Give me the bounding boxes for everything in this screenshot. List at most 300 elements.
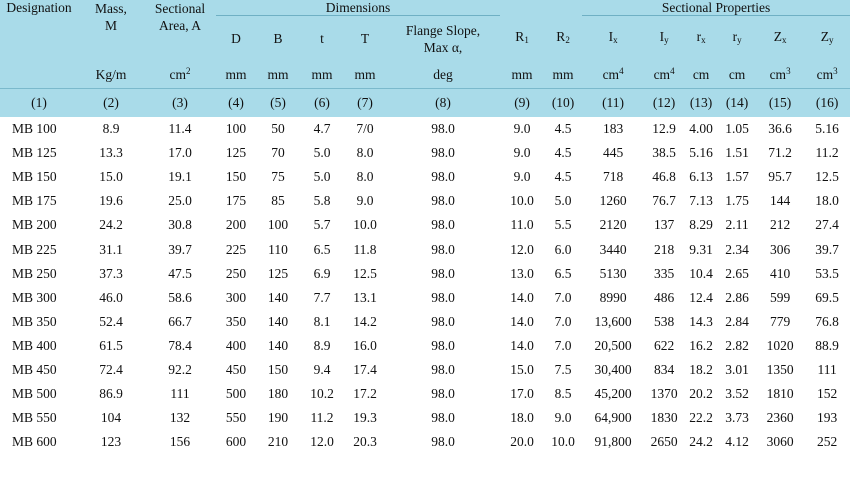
table-cell: 14.3	[689, 313, 713, 329]
area-header-line2: Area, A	[159, 18, 201, 33]
table-cell: 2360	[766, 410, 794, 426]
table-cell: 5130	[599, 265, 627, 281]
table-cell: 12.9	[652, 121, 676, 137]
table-cell: 1.51	[725, 145, 749, 161]
b-unit: mm	[256, 61, 300, 89]
table-cell: 11.8	[353, 241, 377, 257]
table-cell: 2.82	[725, 337, 749, 353]
table-cell: 7.0	[554, 313, 572, 329]
tt-header: T	[344, 16, 386, 62]
table-cell: 76.7	[652, 193, 676, 209]
table-cell: 111	[170, 386, 190, 402]
r2-header	[544, 16, 582, 62]
ry-sub: y	[737, 35, 742, 45]
table-cell: 400	[225, 337, 247, 353]
table-cell: 4.5	[554, 169, 572, 185]
table-cell: 10.2	[310, 386, 334, 402]
r2-sub: 2	[565, 34, 570, 45]
table-cell: 46.8	[652, 169, 676, 185]
table-cell: 600	[225, 434, 247, 450]
table-cell: 11.2	[310, 410, 334, 426]
table-cell: 98.0	[431, 145, 455, 161]
d-header: D	[216, 16, 256, 62]
column-number: (12)	[644, 89, 684, 118]
table-cell: 300	[225, 289, 247, 305]
table-cell: 2.86	[725, 289, 749, 305]
table-cell: 14.0	[510, 289, 534, 305]
ix-unit-exp: 4	[619, 66, 624, 76]
table-cell: 61.5	[99, 337, 123, 353]
column-number: (11)	[582, 89, 644, 118]
table-row	[0, 213, 850, 237]
table-cell: 75	[271, 169, 285, 185]
ry-unit: cm	[718, 61, 756, 89]
table-cell: 538	[653, 313, 675, 329]
designation-cell: MB 100	[12, 121, 57, 137]
column-number: (4)	[216, 89, 256, 118]
column-number: (9)	[500, 89, 544, 118]
b-header: B	[256, 16, 300, 62]
table-cell: 550	[225, 410, 247, 426]
mass-header	[78, 0, 144, 61]
table-cell: 10.0	[510, 193, 534, 209]
table-cell: 9.0	[513, 145, 531, 161]
table-cell: 12.5	[815, 169, 839, 185]
table-cell: 8.5	[554, 386, 572, 402]
iy-unit	[644, 61, 684, 89]
table-cell: 193	[816, 410, 838, 426]
table-cell: 140	[267, 289, 289, 305]
zy-unit	[804, 61, 850, 89]
table-cell: 13.3	[99, 145, 123, 161]
table-cell: 125	[225, 145, 247, 161]
area-unit	[144, 61, 216, 89]
ix-sub: x	[613, 35, 618, 45]
t-header: t	[300, 16, 344, 62]
designation-cell: MB 600	[12, 434, 57, 450]
table-cell: 5.0	[554, 193, 572, 209]
r2-base: R	[556, 28, 566, 44]
table-cell: 210	[267, 434, 289, 450]
table-cell: 8990	[599, 289, 627, 305]
table-cell: 150	[267, 361, 289, 377]
table-cell: 3440	[599, 241, 627, 257]
r2-unit: mm	[544, 61, 582, 89]
table-cell: 25.0	[168, 193, 192, 209]
table-cell: 1020	[766, 337, 794, 353]
table-cell: 15.0	[99, 169, 123, 185]
iy-sub: y	[664, 35, 669, 45]
table-row	[0, 141, 850, 165]
table-cell: 1370	[650, 386, 678, 402]
ry-header	[718, 16, 756, 62]
table-cell: 8.9	[102, 121, 120, 137]
table-cell: 140	[267, 337, 289, 353]
table-cell: 20.3	[353, 434, 377, 450]
slope-unit: deg	[386, 61, 500, 89]
table-cell: 58.6	[168, 289, 192, 305]
zy-header	[804, 16, 850, 62]
table-cell: 9.0	[513, 169, 531, 185]
column-number: (15)	[756, 89, 804, 118]
table-cell: 17.0	[168, 145, 192, 161]
table-cell: 156	[169, 434, 191, 450]
table-cell: 144	[769, 193, 791, 209]
table-cell: 37.3	[99, 265, 123, 281]
table-cell: 39.7	[168, 241, 192, 257]
tt-unit: mm	[344, 61, 386, 89]
table-cell: 104	[100, 410, 122, 426]
column-number: (3)	[144, 89, 216, 118]
r1-base: R	[515, 28, 525, 44]
table-cell: 2.11	[725, 217, 749, 233]
zy-unit-exp: 3	[833, 66, 838, 76]
table-cell: 13.0	[510, 265, 534, 281]
table-cell: 7.7	[313, 289, 331, 305]
table-cell: 110	[268, 241, 288, 257]
table-row	[0, 189, 850, 213]
column-number: (2)	[78, 89, 144, 118]
table-cell: 71.2	[768, 145, 792, 161]
blank-group-header	[500, 0, 582, 16]
table-cell: 98.0	[431, 193, 455, 209]
table-cell: 5.16	[815, 121, 839, 137]
table-cell: 1.75	[725, 193, 749, 209]
zy-base: Z	[820, 29, 829, 44]
table-row	[0, 310, 850, 334]
table-cell: 98.0	[431, 313, 455, 329]
table-cell: 36.6	[768, 121, 792, 137]
table-cell: 190	[267, 410, 289, 426]
table-cell: 111	[817, 361, 837, 377]
table-cell: 98.0	[431, 217, 455, 233]
zx-sub: x	[781, 35, 787, 45]
table-cell: 22.2	[689, 410, 713, 426]
table-cell: 2120	[599, 217, 627, 233]
table-cell: 17.2	[353, 386, 377, 402]
mass-unit: Kg/m	[78, 61, 144, 89]
d-unit: mm	[216, 61, 256, 89]
table-cell: 718	[602, 169, 624, 185]
table-cell: 20,500	[594, 337, 632, 353]
table-cell: 98.0	[431, 121, 455, 137]
table-cell: 19.1	[168, 169, 192, 185]
column-number: (1)	[0, 89, 78, 118]
designation-cell: MB 500	[12, 386, 57, 402]
table-cell: 38.5	[652, 145, 676, 161]
table-cell: 31.1	[99, 241, 123, 257]
table-cell: 5.16	[689, 145, 713, 161]
table-cell: 69.5	[815, 289, 839, 305]
table-cell: 30.8	[168, 217, 192, 233]
table-cell: 4.12	[725, 434, 749, 450]
table-cell: 16.0	[353, 337, 377, 353]
area-unit-base: cm	[169, 67, 186, 82]
table-cell: 11.0	[510, 217, 534, 233]
table-cell: 13,600	[594, 313, 632, 329]
table-cell: 11.2	[815, 145, 839, 161]
table-row	[0, 430, 850, 454]
iy-base: I	[659, 29, 665, 44]
column-number: (6)	[300, 89, 344, 118]
table-cell: 17.4	[353, 361, 377, 377]
flange-slope-line1: Flange Slope,	[405, 22, 481, 38]
table-cell: 98.0	[431, 434, 455, 450]
table-cell: 92.2	[168, 361, 192, 377]
ix-unit	[582, 61, 644, 89]
table-cell: 8.0	[356, 145, 374, 161]
column-number: (13)	[684, 89, 718, 118]
designation-cell: MB 450	[12, 361, 57, 377]
table-cell: 150	[225, 169, 247, 185]
table-cell: 86.9	[99, 386, 123, 402]
mass-header-line1: Mass,	[95, 1, 127, 16]
table-cell: 14.0	[510, 313, 534, 329]
table-cell: 6.0	[554, 241, 572, 257]
table-cell: 47.5	[168, 265, 192, 281]
rx-base: r	[696, 29, 702, 44]
designation-cell: MB 200	[12, 217, 57, 233]
table-cell: 1830	[650, 410, 678, 426]
table-cell: 16.2	[689, 337, 713, 353]
table-cell: 18.0	[815, 193, 839, 209]
table-cell: 98.0	[431, 241, 455, 257]
table-cell: 9.4	[313, 361, 331, 377]
table-cell: 11.4	[168, 121, 192, 137]
designation-cell: MB 350	[12, 313, 57, 329]
table-cell: 14.0	[510, 337, 534, 353]
table-cell: 3.01	[725, 361, 749, 377]
designation-cell: MB 225	[12, 241, 57, 257]
table-cell: 137	[653, 217, 675, 233]
table-cell: 7.0	[554, 289, 572, 305]
iy-unit-exp: 4	[670, 66, 675, 76]
designation-cell: MB 125	[12, 145, 57, 161]
ix-unit-base: cm	[602, 67, 620, 82]
table-cell: 98.0	[431, 337, 455, 353]
column-number: (5)	[256, 89, 300, 118]
table-cell: 46.0	[99, 289, 123, 305]
rx-sub: x	[701, 35, 706, 45]
properties-group-header: Sectional Properties	[582, 0, 850, 16]
flange-slope-header	[386, 16, 500, 62]
mass-header-line2: M	[104, 18, 117, 33]
table-cell: 91,800	[594, 434, 632, 450]
table-cell: 10.4	[689, 265, 713, 281]
table-cell: 13.1	[353, 289, 377, 305]
table-cell: 100	[267, 217, 289, 233]
table-cell: 4.5	[554, 145, 572, 161]
r1-unit: mm	[500, 61, 544, 89]
table-cell: 175	[225, 193, 247, 209]
table-cell: 70	[271, 145, 285, 161]
table-cell: 50	[271, 121, 285, 137]
table-cell: 24.2	[689, 434, 713, 450]
table-cell: 2.65	[725, 265, 749, 281]
table-cell: 8.1	[313, 313, 331, 329]
table-cell: 132	[169, 410, 191, 426]
table-cell: 450	[225, 361, 247, 377]
table-cell: 15.0	[510, 361, 534, 377]
table-cell: 2.84	[725, 313, 749, 329]
table-cell: 410	[769, 265, 791, 281]
table-cell: 53.5	[815, 265, 839, 281]
table-cell: 9.0	[554, 410, 572, 426]
table-cell: 20.2	[689, 386, 713, 402]
table-cell: 8.9	[313, 337, 331, 353]
table-cell: 180	[267, 386, 289, 402]
table-cell: 3.73	[725, 410, 749, 426]
table-cell: 24.2	[99, 217, 123, 233]
table-cell: 622	[653, 337, 675, 353]
table-row	[0, 117, 850, 141]
table-cell: 123	[100, 434, 122, 450]
table-cell: 3060	[766, 434, 794, 450]
table-cell: 12.5	[353, 265, 377, 281]
table-row	[0, 286, 850, 310]
dimensions-group-header: Dimensions	[216, 0, 500, 16]
table-cell: 45,200	[594, 386, 632, 402]
table-cell: 5.7	[313, 217, 331, 233]
table-cell: 98.0	[431, 361, 455, 377]
table-cell: 445	[602, 145, 624, 161]
table-cell: 20.0	[510, 434, 534, 450]
table-cell: 9.0	[513, 121, 531, 137]
table-cell: 5.5	[554, 217, 572, 233]
table-cell: 1.57	[725, 169, 749, 185]
table-cell: 78.4	[168, 337, 192, 353]
table-body	[0, 117, 850, 454]
table-cell: 9.31	[689, 241, 713, 257]
designation-cell: MB 400	[12, 337, 57, 353]
ix-header	[582, 16, 644, 62]
table-cell: 30,400	[594, 361, 632, 377]
zx-unit-exp: 3	[786, 66, 791, 76]
table-row	[0, 406, 850, 430]
table-cell: 5.0	[313, 145, 331, 161]
table-cell: 98.0	[431, 410, 455, 426]
table-cell: 225	[225, 241, 247, 257]
designation-cell: MB 300	[12, 289, 57, 305]
table-cell: 7.0	[554, 337, 572, 353]
table-cell: 779	[769, 313, 791, 329]
table-cell: 10.0	[353, 217, 377, 233]
table-header	[0, 0, 850, 117]
table-row	[0, 358, 850, 382]
table-cell: 1810	[766, 386, 794, 402]
zx-unit	[756, 61, 804, 89]
ix-base: I	[608, 29, 614, 44]
table-cell: 5.0	[313, 169, 331, 185]
table-cell: 7.5	[554, 361, 572, 377]
zx-header	[756, 16, 804, 62]
table-cell: 10.0	[551, 434, 575, 450]
zx-unit-base: cm	[769, 67, 787, 82]
table-cell: 66.7	[168, 313, 192, 329]
table-cell: 4.5	[554, 121, 572, 137]
t-unit: mm	[300, 61, 344, 89]
rx-header	[684, 16, 718, 62]
iy-header	[644, 16, 684, 62]
column-number: (8)	[386, 89, 500, 118]
table-row	[0, 334, 850, 358]
table-cell: 6.5	[313, 241, 331, 257]
column-number: (7)	[344, 89, 386, 118]
table-cell: 72.4	[99, 361, 123, 377]
table-cell: 183	[602, 121, 624, 137]
table-cell: 152	[816, 386, 838, 402]
table-cell: 19.6	[99, 193, 123, 209]
column-number: (10)	[544, 89, 582, 118]
table-cell: 100	[225, 121, 247, 137]
table-cell: 6.9	[313, 265, 331, 281]
table-cell: 1350	[766, 361, 794, 377]
table-cell: 250	[225, 265, 247, 281]
column-number-row	[0, 89, 850, 118]
table-row	[0, 262, 850, 286]
area-unit-exp: 2	[186, 66, 191, 76]
table-cell: 9.0	[356, 193, 374, 209]
table-cell: 486	[653, 289, 675, 305]
flange-slope-line2: Max α,	[423, 39, 463, 55]
table-cell: 125	[267, 265, 289, 281]
table-cell: 98.0	[431, 169, 455, 185]
table-cell: 1.05	[725, 121, 749, 137]
table-cell: 7/0	[356, 121, 374, 137]
table-cell: 200	[225, 217, 247, 233]
table-cell: 306	[769, 241, 791, 257]
table-cell: 17.0	[510, 386, 534, 402]
table-cell: 14.2	[353, 313, 377, 329]
area-header	[144, 0, 216, 61]
designation-cell: MB 550	[12, 410, 57, 426]
column-number: (16)	[804, 89, 850, 118]
table-cell: 8.0	[356, 169, 374, 185]
table-cell: 19.3	[353, 410, 377, 426]
table-cell: 39.7	[815, 241, 839, 257]
table-cell: 98.0	[431, 289, 455, 305]
designation-cell: MB 150	[12, 169, 57, 185]
zy-sub: y	[828, 35, 834, 45]
table-cell: 52.4	[99, 313, 123, 329]
table-cell: 95.7	[768, 169, 792, 185]
table-cell: 252	[816, 434, 838, 450]
table-row	[0, 237, 850, 261]
designation-cell: MB 250	[12, 265, 57, 281]
table-cell: 500	[225, 386, 247, 402]
table-cell: 85	[271, 193, 285, 209]
table-cell: 140	[267, 313, 289, 329]
designation-header: Designation	[0, 0, 78, 89]
designation-cell: MB 175	[12, 193, 57, 209]
table-cell: 64,900	[594, 410, 632, 426]
r1-header	[500, 16, 544, 62]
rx-unit: cm	[684, 61, 718, 89]
table-cell: 88.9	[815, 337, 839, 353]
table-cell: 98.0	[431, 265, 455, 281]
table-cell: 212	[769, 217, 791, 233]
table-cell: 7.13	[689, 193, 713, 209]
table-cell: 5.8	[313, 193, 331, 209]
table-cell: 18.0	[510, 410, 534, 426]
table-cell: 12.0	[510, 241, 534, 257]
zx-base: Z	[773, 29, 782, 44]
table-cell: 27.4	[815, 217, 839, 233]
table-cell: 1260	[599, 193, 627, 209]
table-cell: 98.0	[431, 386, 455, 402]
table-cell: 599	[769, 289, 791, 305]
area-header-line1: Sectional	[154, 1, 206, 16]
